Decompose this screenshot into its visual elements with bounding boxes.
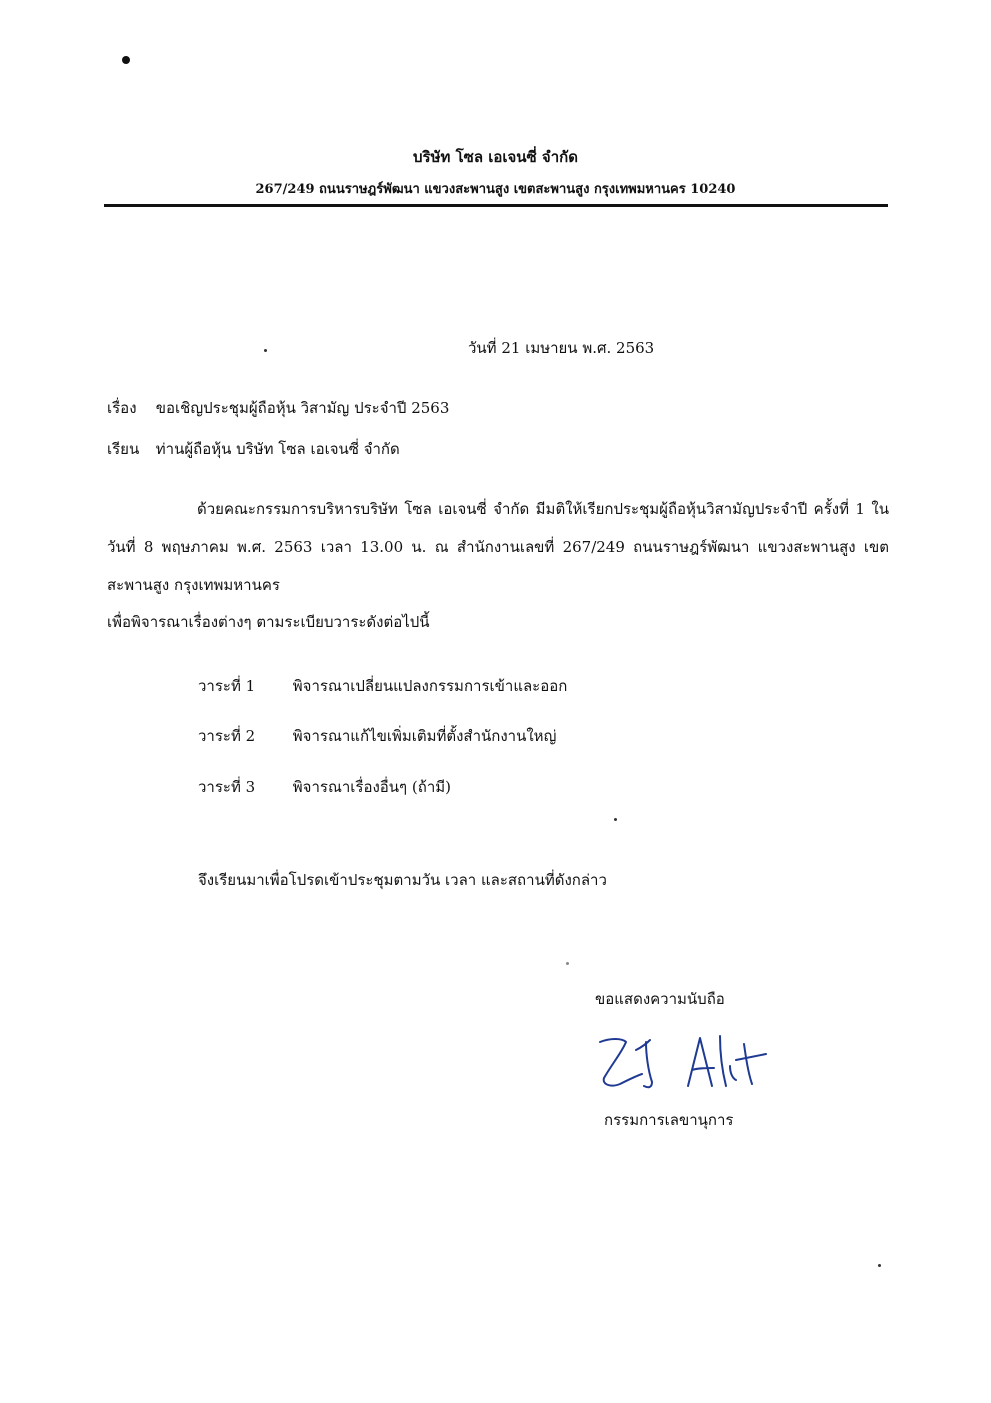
scan-speck [122, 56, 130, 64]
salutation-label: เรียน [107, 440, 140, 458]
scan-speck [878, 1264, 881, 1267]
salutation-text: ท่านผู้ถือหุ้น บริษัท โซล เอเจนซี่ จำกัด [155, 440, 400, 458]
closing-paragraph: จึงเรียนมาเพื่อโปรดเข้าประชุมตามวัน เวลา และสถานที่ดังกล่าว [198, 871, 607, 889]
signer-title: กรรมการเลขานุการ [604, 1111, 734, 1129]
letter-date: วันที่ 21 เมษายน พ.ศ. 2563 [468, 339, 655, 357]
header-divider [104, 204, 888, 207]
scan-speck [566, 962, 569, 965]
agenda-text: พิจารณาแก้ไขเพิ่มเติมที่ตั้งสำนักงานใหญ่ [292, 727, 557, 745]
scan-speck [264, 349, 267, 352]
scan-speck [614, 818, 617, 821]
agenda-item [198, 724, 556, 748]
subject-label: เรื่อง [107, 399, 137, 417]
agenda-item [198, 775, 451, 799]
agenda-number: วาระที่ 1 [198, 677, 256, 695]
subject-text: ขอเชิญประชุมผู้ถือหุ้น วิสามัญ ประจำปี 2563 [155, 399, 450, 417]
body-paragraph: ด้วยคณะกรรมการบริหารบริษัท โซล เอเจนซี่ จำกัด มีมติให้เรียกประชุมผู้ถือหุ้นวิสามัญประจำปี ครั้งที่ 1 ในวันที่ 8 พฤษภาคม พ.ศ. 2563 เวลา 13.00 น. ณ สำนักงานเลขที่ 267/249 ถนนราษฎร์พัฒนา แขวงสะพานสูง เขตสะพานสูง กรุงเทพมหานคร [107, 500, 889, 594]
company-address: 267/249 ถนนราษฎร์พัฒนา แขวงสะพานสูง เขตสะพานสูง กรุงเทพมหานคร 10240 [255, 182, 736, 197]
handwritten-signature [596, 1030, 776, 1092]
valediction: ขอแสดงความนับถือ [595, 990, 725, 1008]
agenda-text: พิจารณาเรื่องอื่นๆ (ถ้ามี) [292, 778, 451, 796]
agenda-number: วาระที่ 2 [198, 727, 256, 745]
salutation-line [107, 437, 400, 461]
agenda-intro: เพื่อพิจารณาเรื่องต่างๆ ตามระเบียบวาระดังต่อไปนี้ [107, 613, 430, 631]
subject-line [107, 396, 449, 420]
agenda-item [198, 674, 567, 698]
agenda-number: วาระที่ 3 [198, 778, 256, 796]
agenda-text: พิจารณาเปลี่ยนแปลงกรรมการเข้าและออก [292, 677, 568, 695]
company-name: บริษัท โซล เอเจนซี่ จำกัด [413, 148, 578, 166]
